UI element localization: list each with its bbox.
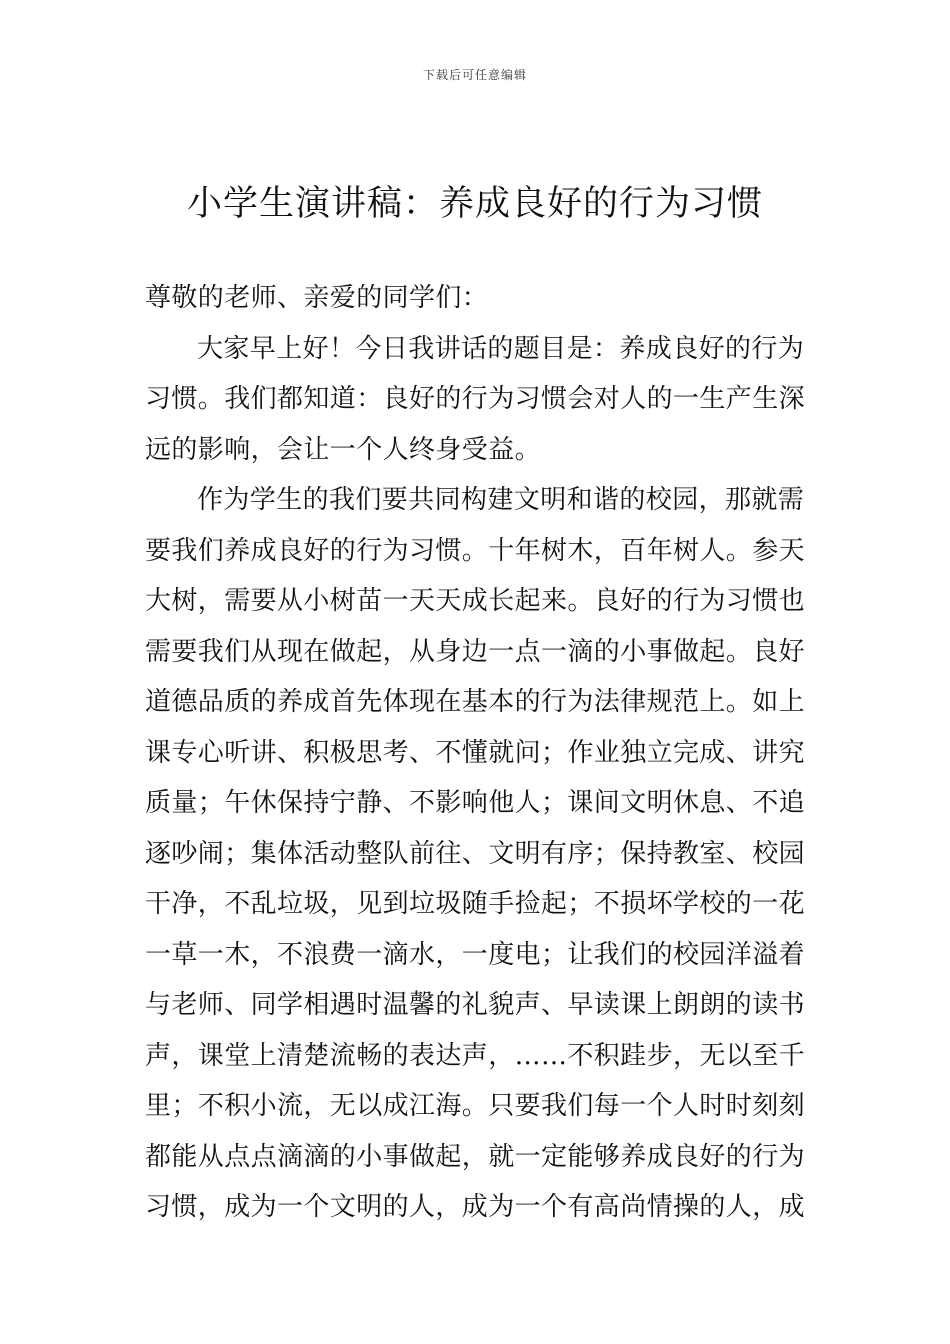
- paragraph-line: 习惯，成为一个文明的人，成为一个有高尚情操的人，成: [145, 1192, 806, 1222]
- paragraph-line: 大家早上好！今日我讲话的题目是：养成良好的行为: [197, 333, 805, 364]
- paragraph-2: [145, 475, 807, 1233]
- paragraph-line: 习惯。我们都知道：良好的行为习惯会对人的一生产生深: [145, 384, 806, 414]
- paragraph-line: 要我们养成良好的行为习惯。十年树木，百年树人。参天: [145, 535, 806, 566]
- document-body: [145, 273, 807, 1233]
- paragraph-line: 道德品质的养成首先体现在基本的行为法律规范上。如上: [145, 687, 806, 717]
- paragraph-line: 一草一木，不浪费一滴水，一度电；让我们的校园洋溢着: [145, 939, 806, 970]
- paragraph-line: 与老师、同学相遇时温馨的礼貌声、早读课上朗朗的读书: [145, 990, 806, 1020]
- paragraph-line: 里；不积小流，无以成江海。只要我们每一个人时时刻刻: [145, 1091, 806, 1121]
- paragraph-line: 作为学生的我们要共同构建文明和谐的校园，那就需: [197, 485, 805, 515]
- salutation: 尊敬的老师、亲爱的同学们：: [145, 283, 489, 313]
- paragraph-line: 课专心听讲、积极思考、不懂就问；作业独立完成、讲究: [145, 737, 806, 768]
- paragraph-line: 干净，不乱垃圾，见到垃圾随手捡起；不损坏学校的一花: [145, 889, 806, 919]
- page-header-note: 下载后可任意编辑: [422, 68, 527, 82]
- paragraph-line: 声，课堂上清楚流畅的表达声，……不积跬步，无以至千: [145, 1040, 806, 1071]
- paragraph-line: 质量；午休保持宁静、不影响他人；课间文明休息、不追: [145, 788, 806, 818]
- paragraph-1: [145, 324, 807, 476]
- paragraph-line: 需要我们从现在做起，从身边一点一滴的小事做起。良好: [145, 636, 806, 667]
- paragraph-line: 大树，需要从小树苗一天天成长起来。良好的行为习惯也: [145, 586, 806, 616]
- paragraph-line: 远的影响，会让一个人终身受益。: [145, 434, 542, 465]
- document-title: 小学生演讲稿：养成良好的行为习惯: [186, 184, 763, 224]
- paragraph-line: 都能从点点滴滴的小事做起，就一定能够养成良好的行为: [145, 1141, 806, 1172]
- paragraph-line: 逐吵闹；集体活动整队前往、文明有序；保持教室、校园: [145, 838, 806, 869]
